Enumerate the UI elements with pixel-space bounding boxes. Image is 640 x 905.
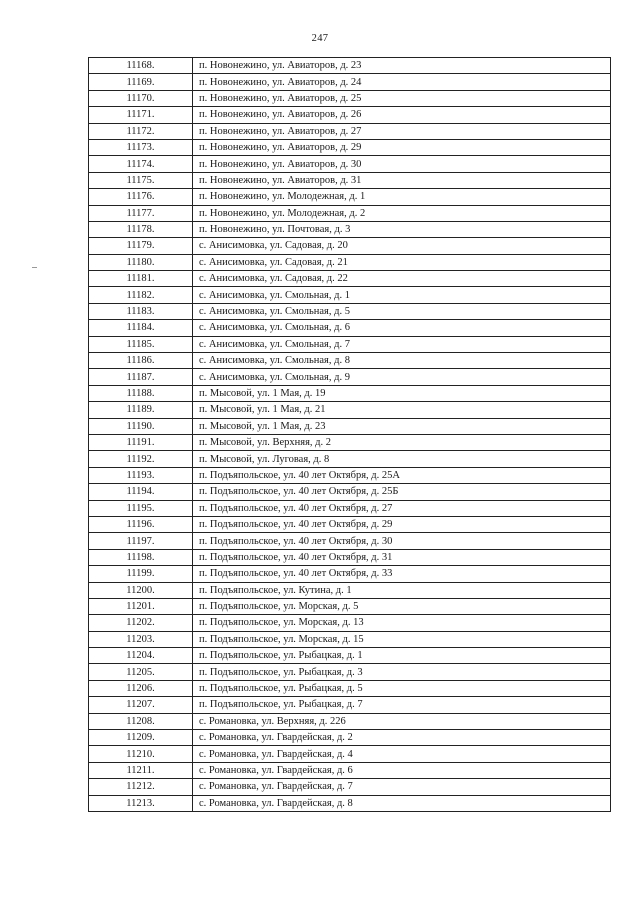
table-row [89,254,611,270]
table-row [89,221,611,237]
address-cell: п. Подъяпольское, ул. Кутина, д. 1 [193,582,611,598]
table-row [89,385,611,401]
table-row [89,205,611,221]
table-row [89,107,611,123]
address-cell: с. Анисимовка, ул. Садовая, д. 22 [193,271,611,287]
address-cell: п. Подъяпольское, ул. Морская, д. 5 [193,598,611,614]
table-row [89,287,611,303]
table-row [89,369,611,385]
address-cell: п. Подъяпольское, ул. 40 лет Октября, д. 25А [193,467,611,483]
row-number-cell: 11185. [89,336,193,352]
row-number-cell: 11194. [89,484,193,500]
row-number-cell: 11171. [89,107,193,123]
address-registry-table [88,57,611,812]
row-number-cell: 11172. [89,123,193,139]
table-row [89,549,611,565]
row-number-cell: 11204. [89,648,193,664]
table-row [89,730,611,746]
row-number-cell: 11191. [89,434,193,450]
row-number-cell: 11187. [89,369,193,385]
table-row [89,156,611,172]
table-row [89,189,611,205]
table-row [89,123,611,139]
address-cell: п. Новонежино, ул. Авиаторов, д. 24 [193,74,611,90]
row-number-cell: 11197. [89,533,193,549]
row-number-cell: 11177. [89,205,193,221]
row-number-cell: 11202. [89,615,193,631]
table-row [89,451,611,467]
table-row [89,172,611,188]
table-row [89,320,611,336]
address-cell: п. Подъяпольское, ул. Рыбацкая, д. 3 [193,664,611,680]
row-number-cell: 11178. [89,221,193,237]
table-row [89,516,611,532]
row-number-cell: 11212. [89,779,193,795]
table-row [89,648,611,664]
address-cell: с. Анисимовка, ул. Смольная, д. 7 [193,336,611,352]
address-cell: п. Подъяпольское, ул. Рыбацкая, д. 7 [193,697,611,713]
table-row [89,713,611,729]
row-number-cell: 11198. [89,549,193,565]
row-number-cell: 11190. [89,418,193,434]
table-body [89,58,611,812]
table-row [89,336,611,352]
table-row [89,664,611,680]
address-cell: п. Мысовой, ул. 1 Мая, д. 21 [193,402,611,418]
table-row [89,795,611,811]
table-row [89,697,611,713]
row-number-cell: 11174. [89,156,193,172]
table-row [89,58,611,74]
address-cell: п. Новонежино, ул. Авиаторов, д. 30 [193,156,611,172]
address-cell: п. Подъяпольское, ул. 40 лет Октября, д. 27 [193,500,611,516]
address-cell: с. Романовка, ул. Гвардейская, д. 8 [193,795,611,811]
row-number-cell: 11206. [89,680,193,696]
table-row [89,598,611,614]
row-number-cell: 11203. [89,631,193,647]
margin-mark [32,267,37,268]
address-cell: с. Анисимовка, ул. Садовая, д. 21 [193,254,611,270]
table-row [89,762,611,778]
table-row [89,467,611,483]
row-number-cell: 11192. [89,451,193,467]
address-cell: п. Новонежино, ул. Почтовая, д. 3 [193,221,611,237]
row-number-cell: 11180. [89,254,193,270]
address-cell: п. Подъяпольское, ул. Рыбацкая, д. 5 [193,680,611,696]
table-row [89,484,611,500]
address-cell: п. Подъяпольское, ул. 40 лет Октября, д. 30 [193,533,611,549]
table-row [89,779,611,795]
address-cell: п. Новонежино, ул. Авиаторов, д. 25 [193,90,611,106]
address-cell: с. Романовка, ул. Верхняя, д. 226 [193,713,611,729]
row-number-cell: 11189. [89,402,193,418]
address-cell: п. Подъяпольское, ул. 40 лет Октября, д. 29 [193,516,611,532]
address-cell: с. Романовка, ул. Гвардейская, д. 2 [193,730,611,746]
row-number-cell: 11181. [89,271,193,287]
row-number-cell: 11213. [89,795,193,811]
table-row [89,271,611,287]
row-number-cell: 11207. [89,697,193,713]
address-cell: п. Мысовой, ул. Верхняя, д. 2 [193,434,611,450]
table-row [89,746,611,762]
row-number-cell: 11183. [89,303,193,319]
row-number-cell: 11209. [89,730,193,746]
row-number-cell: 11182. [89,287,193,303]
row-number-cell: 11168. [89,58,193,74]
address-cell: с. Романовка, ул. Гвардейская, д. 4 [193,746,611,762]
row-number-cell: 11205. [89,664,193,680]
row-number-cell: 11193. [89,467,193,483]
table-row [89,90,611,106]
address-cell: п. Новонежино, ул. Авиаторов, д. 31 [193,172,611,188]
address-cell: п. Новонежино, ул. Авиаторов, д. 26 [193,107,611,123]
address-cell: с. Анисимовка, ул. Садовая, д. 20 [193,238,611,254]
row-number-cell: 11186. [89,353,193,369]
row-number-cell: 11201. [89,598,193,614]
address-cell: с. Романовка, ул. Гвардейская, д. 6 [193,762,611,778]
row-number-cell: 11200. [89,582,193,598]
address-cell: с. Анисимовка, ул. Смольная, д. 1 [193,287,611,303]
address-cell: п. Новонежино, ул. Авиаторов, д. 27 [193,123,611,139]
address-cell: с. Анисимовка, ул. Смольная, д. 9 [193,369,611,385]
table-row [89,680,611,696]
table-row [89,353,611,369]
row-number-cell: 11169. [89,74,193,90]
row-number-cell: 11188. [89,385,193,401]
row-number-cell: 11184. [89,320,193,336]
address-cell: п. Новонежино, ул. Молодежная, д. 1 [193,189,611,205]
row-number-cell: 11176. [89,189,193,205]
table-row [89,402,611,418]
address-cell: с. Анисимовка, ул. Смольная, д. 5 [193,303,611,319]
row-number-cell: 11175. [89,172,193,188]
table-row [89,500,611,516]
row-number-cell: 11211. [89,762,193,778]
table-row [89,533,611,549]
address-cell: с. Романовка, ул. Гвардейская, д. 7 [193,779,611,795]
table-row [89,238,611,254]
address-cell: п. Подъяпольское, ул. Морская, д. 15 [193,631,611,647]
table-row [89,74,611,90]
address-cell: п. Подъяпольское, ул. Морская, д. 13 [193,615,611,631]
table-row [89,566,611,582]
table-row [89,303,611,319]
address-cell: п. Подъяпольское, ул. 40 лет Октября, д. 33 [193,566,611,582]
table-row [89,434,611,450]
address-cell: п. Мысовой, ул. 1 Мая, д. 23 [193,418,611,434]
row-number-cell: 11195. [89,500,193,516]
table-row [89,631,611,647]
table-row [89,418,611,434]
address-cell: п. Мысовой, ул. Луговая, д. 8 [193,451,611,467]
address-cell: п. Новонежино, ул. Молодежная, д. 2 [193,205,611,221]
row-number-cell: 11199. [89,566,193,582]
row-number-cell: 11208. [89,713,193,729]
row-number-cell: 11179. [89,238,193,254]
table-row [89,615,611,631]
table-row [89,582,611,598]
address-cell: п. Подъяпольское, ул. 40 лет Октября, д. 31 [193,549,611,565]
row-number-cell: 11210. [89,746,193,762]
address-cell: п. Новонежино, ул. Авиаторов, д. 23 [193,58,611,74]
address-cell: п. Мысовой, ул. 1 Мая, д. 19 [193,385,611,401]
address-cell: п. Новонежино, ул. Авиаторов, д. 29 [193,139,611,155]
address-cell: п. Подъяпольское, ул. Рыбацкая, д. 1 [193,648,611,664]
row-number-cell: 11196. [89,516,193,532]
address-cell: п. Подъяпольское, ул. 40 лет Октября, д. 25Б [193,484,611,500]
table-row [89,139,611,155]
row-number-cell: 11170. [89,90,193,106]
address-cell: с. Анисимовка, ул. Смольная, д. 6 [193,320,611,336]
row-number-cell: 11173. [89,139,193,155]
page-number: 247 [311,33,329,44]
address-cell: с. Анисимовка, ул. Смольная, д. 8 [193,353,611,369]
